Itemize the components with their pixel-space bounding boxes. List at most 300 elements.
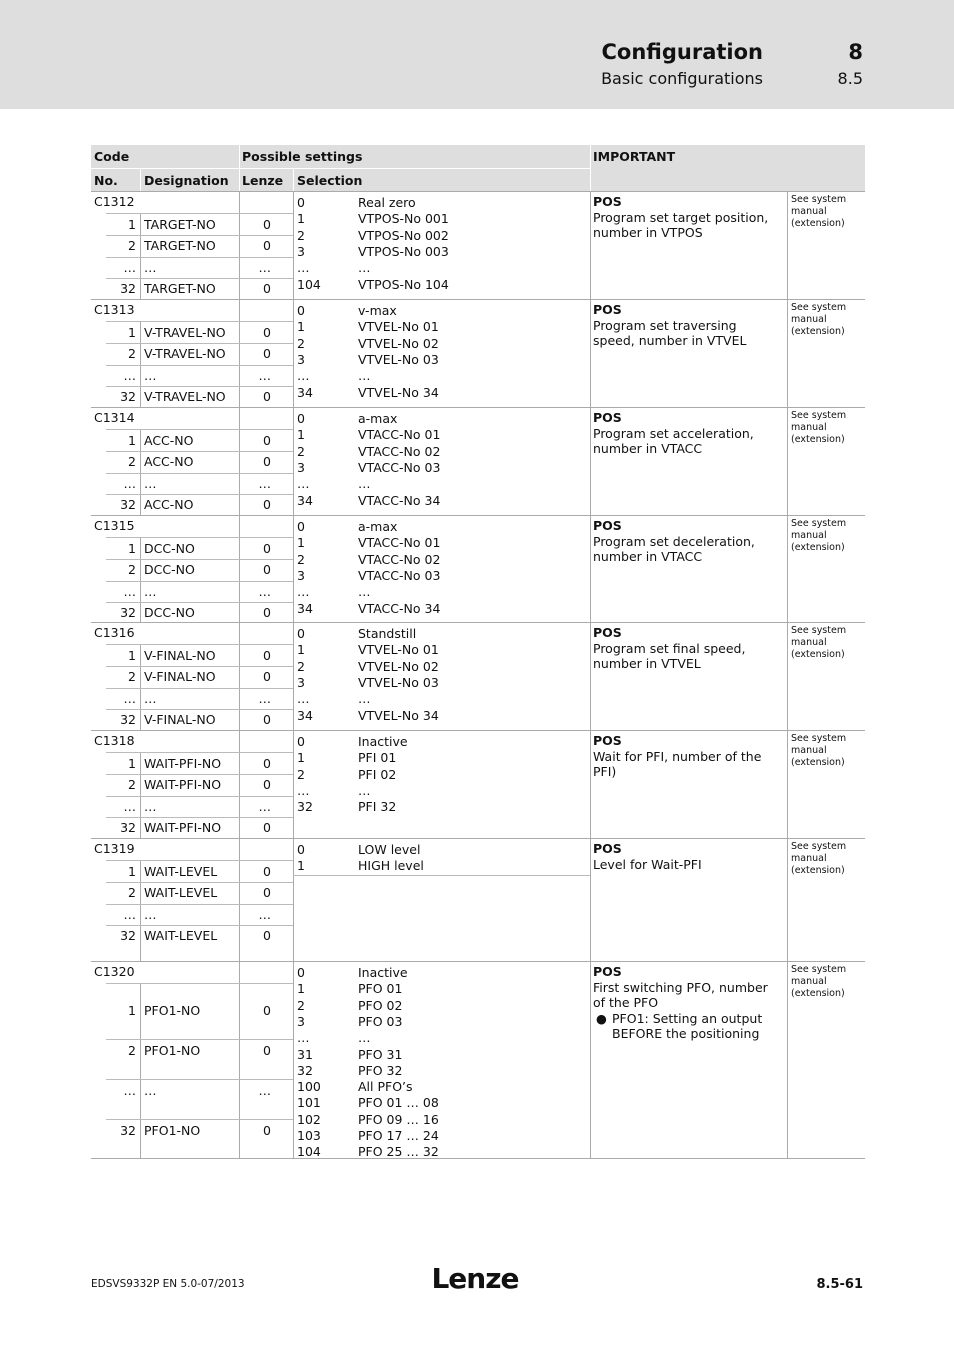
param-number: 1 <box>128 647 136 663</box>
selection-row <box>297 750 587 766</box>
selection-row <box>297 799 587 815</box>
selection-label: VTVEL-No 01 <box>358 319 439 335</box>
selection-label: VTPOS-No 104 <box>358 276 449 292</box>
code-value: C1314 <box>94 410 135 425</box>
selection-row <box>297 842 587 858</box>
param-lenze-default: 0 <box>263 885 271 900</box>
param-number: 2 <box>128 454 136 469</box>
reference-note: See system manual (extension) <box>791 625 847 660</box>
param-number: 1 <box>128 755 136 771</box>
selection-label: Standstill <box>358 626 417 641</box>
selection-row <box>297 1047 587 1063</box>
code-value: C1312 <box>94 194 135 209</box>
selection-row <box>297 277 587 293</box>
param-designation: ACC-NO <box>144 497 194 512</box>
header-selection: Selection <box>297 173 363 188</box>
reference-note: See system manual (extension) <box>791 302 847 337</box>
page-number: 8.5-61 <box>816 1277 863 1292</box>
important-text: Wait for PFI, number of the PFI) <box>593 748 762 779</box>
selection-row <box>297 368 587 384</box>
header-lenze: Lenze <box>242 173 284 188</box>
important-text: Program set acceleration, number in VTACC <box>593 425 754 456</box>
selection-value: 3 <box>297 459 305 475</box>
param-lenze-default: 0 <box>263 647 271 663</box>
selection-value: 1 <box>297 427 305 443</box>
selection-row <box>297 568 587 584</box>
important-cell <box>593 964 781 1042</box>
selection-row <box>297 519 587 535</box>
param-designation: … <box>144 906 157 922</box>
important-title: POS <box>593 733 622 748</box>
param-designation: … <box>144 367 157 383</box>
selection-value: 3 <box>297 1013 305 1029</box>
param-designation: PFO1-NO <box>144 1003 201 1018</box>
param-lenze-default: 0 <box>263 1043 271 1058</box>
param-designation: … <box>144 475 157 491</box>
selection-row <box>297 965 587 981</box>
selection-row <box>297 981 587 997</box>
param-designation: WAIT-LEVEL <box>144 863 218 879</box>
selection-label: VTVEL-No 34 <box>358 384 439 400</box>
header-designation: Designation <box>144 173 229 188</box>
param-lenze-default: 0 <box>263 777 271 792</box>
selection-row <box>297 244 587 260</box>
selection-label: PFO 01 … 08 <box>358 1095 439 1111</box>
selection-row <box>297 1014 587 1030</box>
selection-label: PFO 02 <box>358 997 403 1013</box>
param-designation: … <box>144 259 157 275</box>
selection-row <box>297 998 587 1014</box>
param-designation: WAIT-LEVEL <box>144 885 218 900</box>
selection-value: … <box>297 584 310 600</box>
selection-value: 1 <box>297 319 305 335</box>
reference-note: See system manual (extension) <box>791 964 847 999</box>
selection-row <box>297 1144 587 1160</box>
important-cell <box>593 841 781 872</box>
param-lenze-default: 0 <box>263 216 271 232</box>
selection-label: … <box>358 476 371 492</box>
selection-label: Real zero <box>358 195 416 210</box>
param-number: 32 <box>120 1123 136 1138</box>
selection-label: VTPOS-No 002 <box>358 227 449 243</box>
param-designation: … <box>144 583 157 599</box>
param-lenze-default: … <box>258 798 271 814</box>
param-lenze-default: 0 <box>263 755 271 771</box>
param-number: 32 <box>120 820 136 835</box>
selection-value: 1 <box>297 750 305 766</box>
selection-value: 1 <box>297 858 305 874</box>
important-title: POS <box>593 302 622 317</box>
param-lenze-default: … <box>258 1083 271 1098</box>
selection-label: PFO 03 <box>358 1013 403 1029</box>
selection-row <box>297 427 587 443</box>
header-code: Code <box>94 149 130 164</box>
selection-row <box>297 444 587 460</box>
selection-row <box>297 552 587 568</box>
selection-label: VTACC-No 03 <box>358 459 441 475</box>
important-title: POS <box>593 194 622 209</box>
selection-value: … <box>297 260 310 276</box>
selection-label: PFI 02 <box>358 766 397 782</box>
param-number: 1 <box>128 863 136 879</box>
selection-row <box>297 601 587 617</box>
param-lenze-default: 0 <box>263 562 271 577</box>
param-lenze-default: … <box>258 906 271 922</box>
selection-value: 103 <box>297 1128 321 1143</box>
selection-label: VTACC-No 01 <box>358 535 441 551</box>
selection-label: VTACC-No 02 <box>358 551 441 567</box>
code-block-c1313 <box>91 300 865 408</box>
param-designation: V-TRAVEL-NO <box>144 346 226 361</box>
param-lenze-default: 0 <box>263 346 271 361</box>
selection-row <box>297 691 587 707</box>
param-number: … <box>123 367 136 383</box>
selection-label: … <box>358 1030 371 1046</box>
document-id: EDSVS9332P EN 5.0-07/2013 <box>91 1278 245 1290</box>
selection-row <box>297 767 587 783</box>
selection-label: VTVEL-No 01 <box>358 642 439 658</box>
lenze-logo: Lenze <box>431 1262 519 1295</box>
selection-label: PFO 32 <box>358 1062 403 1078</box>
selection-value: … <box>297 782 310 798</box>
selection-value: 100 <box>297 1079 321 1095</box>
param-number: 32 <box>120 281 136 296</box>
important-cell <box>593 194 781 241</box>
selection-row <box>297 1063 587 1079</box>
param-designation: … <box>144 1083 157 1098</box>
selection-row <box>297 1079 587 1095</box>
selection-value: 2 <box>297 658 305 674</box>
param-lenze-default: 0 <box>263 712 271 727</box>
selection-value: 0 <box>297 734 305 749</box>
code-block-c1314 <box>91 408 865 516</box>
param-lenze-default: 0 <box>263 238 271 253</box>
param-lenze-default: 0 <box>263 281 271 296</box>
selection-row <box>297 228 587 244</box>
param-designation: … <box>144 798 157 814</box>
selection-row <box>297 476 587 492</box>
param-lenze-default: 0 <box>263 669 271 684</box>
selection-row <box>297 659 587 675</box>
selection-value: 0 <box>297 842 305 857</box>
code-table <box>91 145 865 1159</box>
selection-label: VTVEL-No 03 <box>358 674 439 690</box>
param-number: 2 <box>128 669 136 684</box>
param-number: 1 <box>128 1003 136 1018</box>
selection-row <box>297 195 587 211</box>
selection-value: 2 <box>297 443 305 459</box>
selection-label: VTPOS-No 001 <box>358 211 449 227</box>
section-number: 8.5 <box>837 69 863 88</box>
selection-value: … <box>297 368 310 384</box>
selection-value: 104 <box>297 276 321 292</box>
selection-row <box>297 411 587 427</box>
important-title: POS <box>593 964 622 979</box>
selection-value: 0 <box>297 303 305 318</box>
param-designation: ACC-NO <box>144 454 194 469</box>
selection-value: 101 <box>297 1095 321 1111</box>
param-lenze-default: 0 <box>263 454 271 469</box>
selection-label: Inactive <box>358 734 408 749</box>
important-cell <box>593 410 781 457</box>
header-important: IMPORTANT <box>593 149 676 164</box>
selection-value: 32 <box>297 799 313 815</box>
param-designation: DCC-NO <box>144 540 195 556</box>
param-lenze-default: 0 <box>263 605 271 620</box>
selection-value: … <box>297 691 310 707</box>
selection-value: 2 <box>297 227 305 243</box>
selection-label: All PFO’s <box>358 1079 413 1095</box>
code-value: C1318 <box>94 733 135 748</box>
reference-note: See system manual (extension) <box>791 194 847 229</box>
selection-row <box>297 303 587 319</box>
important-title: POS <box>593 518 622 533</box>
important-cell <box>593 518 781 565</box>
reference-note: See system manual (extension) <box>791 733 847 768</box>
param-designation: WAIT-LEVEL <box>144 928 218 943</box>
important-text: Program set traversing speed, number in VTVEL <box>593 317 747 348</box>
param-lenze-default: 0 <box>263 928 271 943</box>
param-number: 2 <box>128 238 136 253</box>
selection-label: VTVEL-No 03 <box>358 351 439 367</box>
selection-value: 3 <box>297 351 305 367</box>
selection-value: 0 <box>297 965 305 980</box>
param-lenze-default: 0 <box>263 324 271 340</box>
selection-row <box>297 734 587 750</box>
param-designation: V-TRAVEL-NO <box>144 389 226 404</box>
selection-value: … <box>297 476 310 492</box>
selection-label: PFO 09 … 16 <box>358 1111 439 1127</box>
param-number: 2 <box>128 346 136 361</box>
selection-label: PFO 31 <box>358 1046 403 1062</box>
param-number: … <box>123 475 136 491</box>
selection-label: VTACC-No 02 <box>358 443 441 459</box>
important-title: POS <box>593 625 622 640</box>
selection-row <box>297 211 587 227</box>
selection-row <box>297 1030 587 1046</box>
param-number: … <box>123 1083 136 1098</box>
table-header <box>91 145 865 192</box>
selection-label: … <box>358 691 371 707</box>
param-number: … <box>123 583 136 599</box>
selection-row <box>297 460 587 476</box>
selection-label: PFI 01 <box>358 750 397 766</box>
header-no: No. <box>94 173 118 188</box>
param-lenze-default: 0 <box>263 432 271 448</box>
param-lenze-default: 0 <box>263 497 271 512</box>
selection-value: 1 <box>297 981 305 997</box>
reference-note: See system manual (extension) <box>791 841 847 876</box>
param-number: 1 <box>128 216 136 232</box>
selection-value: 2 <box>297 551 305 567</box>
code-block-c1316 <box>91 623 865 731</box>
selection-value: 34 <box>297 384 313 400</box>
important-title: POS <box>593 410 622 425</box>
param-designation: ACC-NO <box>144 432 194 448</box>
selection-value: 2 <box>297 766 305 782</box>
bullet-text: PFO1: Setting an output BEFORE the positioning <box>612 1010 763 1041</box>
param-number: … <box>123 690 136 706</box>
param-number: … <box>123 798 136 814</box>
selection-row <box>297 1095 587 1111</box>
selection-value: 1 <box>297 211 305 227</box>
param-lenze-default: 0 <box>263 1003 271 1018</box>
param-designation: V-FINAL-NO <box>144 669 216 684</box>
selection-label: VTACC-No 34 <box>358 492 441 508</box>
selection-label: VTPOS-No 003 <box>358 243 449 259</box>
selection-value: 32 <box>297 1062 313 1078</box>
param-lenze-default: 0 <box>263 1123 271 1138</box>
selection-value: 102 <box>297 1111 321 1127</box>
selection-label: … <box>358 782 371 798</box>
param-number: … <box>123 906 136 922</box>
selection-label: Inactive <box>358 965 408 980</box>
selection-value: 1 <box>297 642 305 658</box>
selection-value: 0 <box>297 626 305 641</box>
important-text: First switching PFO, number of the PFO <box>593 979 768 1010</box>
selection-label: VTACC-No 03 <box>358 567 441 583</box>
selection-value: 2 <box>297 335 305 351</box>
code-value: C1316 <box>94 625 135 640</box>
selection-label: PFO 25 … 32 <box>358 1144 439 1160</box>
reference-note: See system manual (extension) <box>791 518 847 553</box>
param-number: 32 <box>120 928 136 943</box>
selection-label: … <box>358 584 371 600</box>
selection-value: 0 <box>297 195 305 210</box>
important-cell <box>593 733 781 780</box>
selection-label: VTVEL-No 02 <box>358 335 439 351</box>
param-number: 1 <box>128 540 136 556</box>
param-designation: PFO1-NO <box>144 1043 201 1058</box>
important-cell <box>593 625 781 672</box>
param-designation: TARGET-NO <box>144 216 216 232</box>
selection-label: VTVEL-No 34 <box>358 707 439 723</box>
section-title: Basic configurations <box>601 69 763 88</box>
param-designation: WAIT-PFI-NO <box>144 820 222 835</box>
selection-value: 1 <box>297 535 305 551</box>
code-value: C1315 <box>94 518 135 533</box>
param-designation: TARGET-NO <box>144 238 216 253</box>
code-block-c1320 <box>91 962 865 1159</box>
selection-value: 104 <box>297 1144 321 1160</box>
param-number: 2 <box>128 885 136 900</box>
param-designation: DCC-NO <box>144 605 195 620</box>
code-value: C1319 <box>94 841 135 856</box>
selection-row <box>297 626 587 642</box>
important-text: Program set target position, number in VTPOS <box>593 209 769 240</box>
selection-label: a-max <box>358 411 398 426</box>
param-lenze-default: … <box>258 690 271 706</box>
selection-value: … <box>297 1030 310 1046</box>
important-text: Program set deceleration, number in VTACC <box>593 533 755 564</box>
selection-value: 31 <box>297 1046 313 1062</box>
selection-label: VTVEL-No 02 <box>358 658 439 674</box>
selection-row <box>297 584 587 600</box>
param-number: 32 <box>120 605 136 620</box>
param-number: … <box>123 259 136 275</box>
selection-label: … <box>358 368 371 384</box>
code-value: C1313 <box>94 302 135 317</box>
selection-value: 0 <box>297 519 305 534</box>
selection-row <box>297 1128 587 1144</box>
param-lenze-default: … <box>258 259 271 275</box>
selection-label: a-max <box>358 519 398 534</box>
selection-label: v-max <box>358 303 397 318</box>
selection-row <box>297 352 587 368</box>
param-designation: V-FINAL-NO <box>144 712 216 727</box>
selection-row <box>297 675 587 691</box>
selection-value: 3 <box>297 674 305 690</box>
param-number: 32 <box>120 497 136 512</box>
selection-row <box>297 319 587 335</box>
selection-value: 34 <box>297 707 313 723</box>
param-number: 1 <box>128 432 136 448</box>
param-designation: PFO1-NO <box>144 1123 201 1138</box>
important-text: Level for Wait-PFI <box>593 856 702 872</box>
selection-label: VTACC-No 34 <box>358 600 441 616</box>
selection-label: PFI 32 <box>358 799 397 815</box>
param-designation: WAIT-PFI-NO <box>144 755 222 771</box>
selection-row <box>297 260 587 276</box>
param-lenze-default: … <box>258 367 271 383</box>
param-number: 2 <box>128 777 136 792</box>
selection-value: 0 <box>297 411 305 426</box>
selection-row <box>297 535 587 551</box>
param-lenze-default: … <box>258 583 271 599</box>
selection-row <box>297 493 587 509</box>
important-title: POS <box>593 841 622 856</box>
code-block-c1312 <box>91 192 865 300</box>
important-text: Program set final speed, number in VTVEL <box>593 640 746 671</box>
selection-value: 34 <box>297 600 313 616</box>
param-designation: TARGET-NO <box>144 281 216 296</box>
param-designation: DCC-NO <box>144 562 195 577</box>
selection-row <box>297 708 587 724</box>
selection-label: VTACC-No 01 <box>358 427 441 443</box>
selection-value: 2 <box>297 997 305 1013</box>
code-block-c1319 <box>91 839 865 962</box>
chapter-number: 8 <box>848 40 863 64</box>
param-designation: WAIT-PFI-NO <box>144 777 222 792</box>
param-number: 2 <box>128 562 136 577</box>
param-designation: V-TRAVEL-NO <box>144 324 226 340</box>
param-lenze-default: … <box>258 475 271 491</box>
selection-label: … <box>358 260 371 276</box>
param-lenze-default: 0 <box>263 820 271 835</box>
selection-label: LOW level <box>358 842 421 857</box>
param-number: 32 <box>120 712 136 727</box>
code-block-c1315 <box>91 516 865 623</box>
selection-label: PFO 01 <box>358 981 403 997</box>
param-lenze-default: 0 <box>263 863 271 879</box>
param-designation: … <box>144 690 157 706</box>
header-possible-settings: Possible settings <box>242 149 363 164</box>
param-number: 2 <box>128 1043 136 1058</box>
param-lenze-default: 0 <box>263 540 271 556</box>
bullet-icon: ● <box>596 1010 607 1026</box>
code-value: C1320 <box>94 964 135 979</box>
selection-value: 3 <box>297 567 305 583</box>
chapter-title: Configuration <box>601 40 763 64</box>
selection-row <box>297 783 587 799</box>
selection-value: 3 <box>297 243 305 259</box>
important-cell <box>593 302 781 349</box>
code-block-c1318 <box>91 731 865 839</box>
selection-row <box>297 1112 587 1128</box>
selection-value: 34 <box>297 492 313 508</box>
selection-row <box>297 642 587 658</box>
reference-note: See system manual (extension) <box>791 410 847 445</box>
